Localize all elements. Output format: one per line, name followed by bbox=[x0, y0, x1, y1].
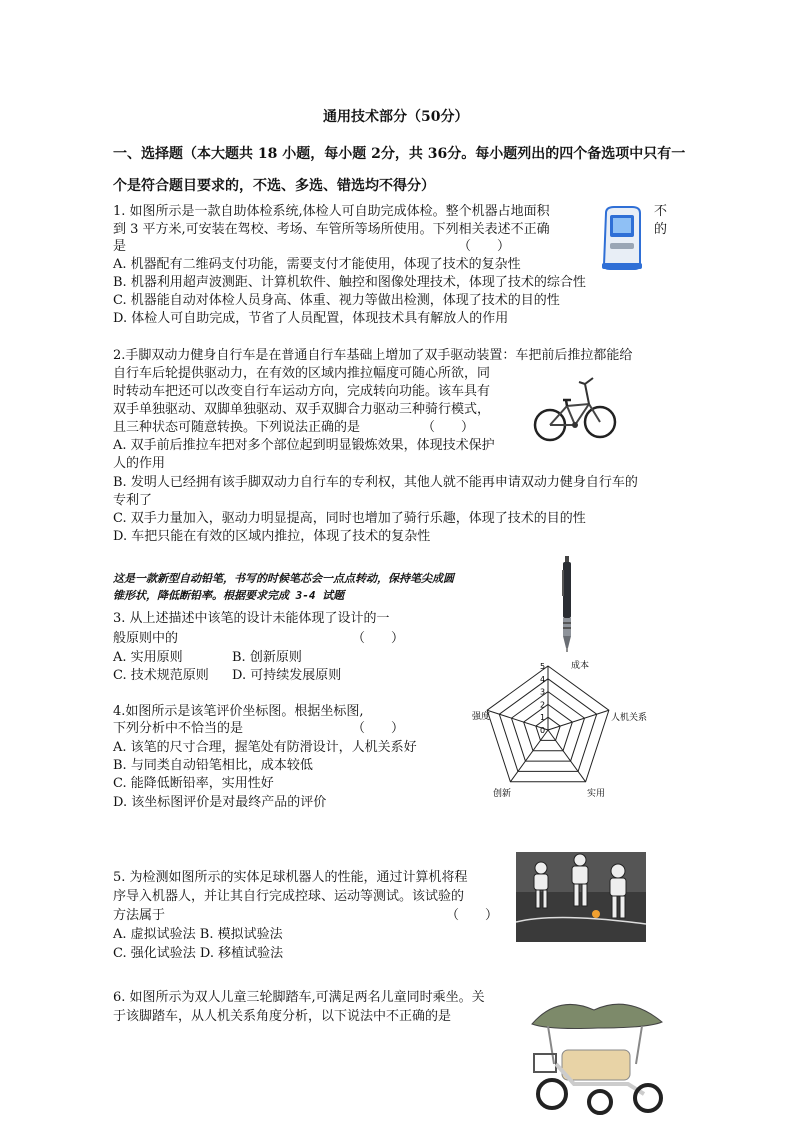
q2-line5: 且三种状态可随意转换。下列说法正确的是 bbox=[113, 420, 361, 435]
q2-option-b-line2: 专利了 bbox=[113, 493, 153, 508]
q5-options-ab: A. 虚拟试验法 B. 模拟试验法 bbox=[113, 927, 283, 942]
q4-option-d: D. 该坐标图评价是对最终产品的评价 bbox=[113, 795, 327, 810]
q3-option-d: D. 可持续发展原则 bbox=[232, 668, 342, 683]
radar-label-ergonomics: 人机关系 bbox=[611, 713, 648, 723]
q3-option-c: C. 技术规范原则 bbox=[113, 668, 209, 683]
q4-option-a: A. 该笔的尺寸合理，握笔处有防滑设计，人机关系好 bbox=[113, 740, 417, 755]
q1-option-d: D. 体检人可自助完成，节省了人员配置，体现技术具有解放人的作用 bbox=[113, 311, 509, 326]
radar-tick-2: 2 bbox=[540, 700, 546, 710]
q2-option-b-line1: B. 发明人已经拥有该手脚双动力自行车的专利权，其他人就不能再申请双动力健身自行车的 bbox=[113, 475, 638, 490]
pen-image bbox=[560, 556, 574, 652]
q1-line1: 1. 如图所示是一款自助体检系统,体检人可自助完成体检。整个机器占地面积 bbox=[113, 204, 550, 219]
q4-line2: 下列分析中不恰当的是 bbox=[113, 721, 244, 736]
section-header-line1: 一、选择题（本大题共 18 小题，每小题 2分，共 36分。每小题列出的四个备选项中只有一 bbox=[113, 146, 686, 162]
radar-label-practical: 实用 bbox=[587, 789, 606, 799]
radar-tick-1: 1 bbox=[540, 713, 546, 723]
q2-option-a-line2: 人的作用 bbox=[113, 456, 166, 471]
q1-option-b: B. 机器利用超声波测距、计算机软件、触控和图像处理技术，体现了技术的综合性 bbox=[113, 275, 586, 290]
q1-line1-tail: 不 bbox=[654, 204, 668, 219]
section-header-line2: 个是符合题目要求的，不选、多选、错选均不得分） bbox=[113, 178, 435, 194]
q5-line3: 方法属于 bbox=[113, 908, 166, 923]
q3-line1: 3. 从上述描述中该笔的设计未能体现了设计的一 bbox=[113, 611, 390, 626]
page-title: 通用技术部分（50分） bbox=[323, 109, 469, 125]
kiosk-image bbox=[598, 205, 644, 271]
q1-option-a: A. 机器配有二维码支付功能，需要支付才能使用，体现了技术的复杂性 bbox=[113, 257, 521, 272]
q6-line2: 于该脚踏车，从人机关系角度分析，以下说法中不正确的是 bbox=[113, 1009, 452, 1024]
q2-line1: 2.手脚双动力健身自行车是在普通自行车基础上增加了双手驱动装置：车把前后推拉都能给 bbox=[113, 348, 633, 363]
q3-line2: 般原则中的 bbox=[113, 631, 179, 646]
radar-label-cost: 成本 bbox=[571, 661, 590, 671]
q1-option-c: C. 机器能自动对体检人员身高、体重、视力等做出检测，体现了技术的目的性 bbox=[113, 293, 560, 308]
pen-intro-line2: 锥形状，降低断铅率。根据要求完成 3-4 试题 bbox=[113, 589, 345, 602]
tricycle-image bbox=[528, 994, 666, 1116]
bicycle-image bbox=[533, 370, 617, 446]
radar-label-strength: 强度 bbox=[472, 712, 491, 722]
radar-label-innovation: 创新 bbox=[493, 789, 512, 799]
q1-paren: （ ） bbox=[458, 239, 511, 254]
q2-line3: 时转动车把还可以改变自行车运动方向，完成转向功能。该车具有 bbox=[113, 384, 491, 399]
q3-paren: （ ） bbox=[352, 631, 405, 646]
q4-paren: （ ） bbox=[352, 721, 405, 736]
q2-line2: 自行车后轮提供驱动力，在有效的区域内推拉幅度可随心所欲，同 bbox=[113, 366, 491, 381]
q2-line4: 双手单独驱动、双脚单独驱动、双手双脚合力驱动三种骑行模式， bbox=[113, 402, 491, 417]
radar-axes bbox=[487, 666, 609, 782]
radar-tick-3: 3 bbox=[540, 687, 546, 697]
evaluation-radar-chart bbox=[460, 650, 690, 810]
q3-option-b: B. 创新原则 bbox=[232, 650, 302, 665]
radar-tick-4: 4 bbox=[540, 674, 546, 684]
q3-option-a: A. 实用原则 bbox=[113, 650, 183, 665]
q4-option-b: B. 与同类自动铅笔相比，成本较低 bbox=[113, 758, 313, 773]
q2-option-d: D. 车把只能在有效的区域内推拉，体现了技术的复杂性 bbox=[113, 529, 431, 544]
q1-line3: 是 bbox=[113, 239, 127, 254]
q4-option-c: C. 能降低断铅率，实用性好 bbox=[113, 776, 274, 791]
q2-option-a-line1: A. 双手前后推拉车把对多个部位起到明显锻炼效果，体现技术保护 bbox=[113, 438, 495, 453]
q2-option-c: C. 双手力量加入，驱动力明显提高，同时也增加了骑行乐趣，体现了技术的目的性 bbox=[113, 511, 586, 526]
q6-line1: 6. 如图所示为双人儿童三轮脚踏车,可满足两名儿童同时乘坐。关 bbox=[113, 990, 485, 1005]
radar-tick-5: 5 bbox=[540, 662, 546, 671]
radar-tick-0: 0 bbox=[540, 726, 546, 735]
pen-intro-line1: 这是一款新型自动铅笔，书写的时候笔芯会一点点转动，保持笔尖成圆 bbox=[113, 572, 454, 585]
q5-paren: （ ） bbox=[446, 908, 499, 923]
q5-line1: 5. 为检测如图所示的实体足球机器人的性能，通过计算机将程 bbox=[113, 870, 468, 885]
q4-line1: 4.如图所示是该笔评价坐标图。根据坐标图, bbox=[113, 704, 364, 719]
q5-options-cd: C. 强化试验法 D. 移植试验法 bbox=[113, 946, 284, 961]
q2-paren: （ ） bbox=[422, 420, 475, 435]
q5-line2: 序导入机器人，并让其自行完成控球、运动等测试。该试验的 bbox=[113, 889, 465, 904]
q1-line2: 到 3 平方米,可安装在驾校、考场、车管所等场所使用。下列相关表述不正确 bbox=[113, 222, 550, 237]
soccer-robots-image bbox=[516, 852, 646, 942]
q1-line2-tail: 的 bbox=[654, 222, 668, 237]
radar-ticks bbox=[540, 662, 545, 735]
